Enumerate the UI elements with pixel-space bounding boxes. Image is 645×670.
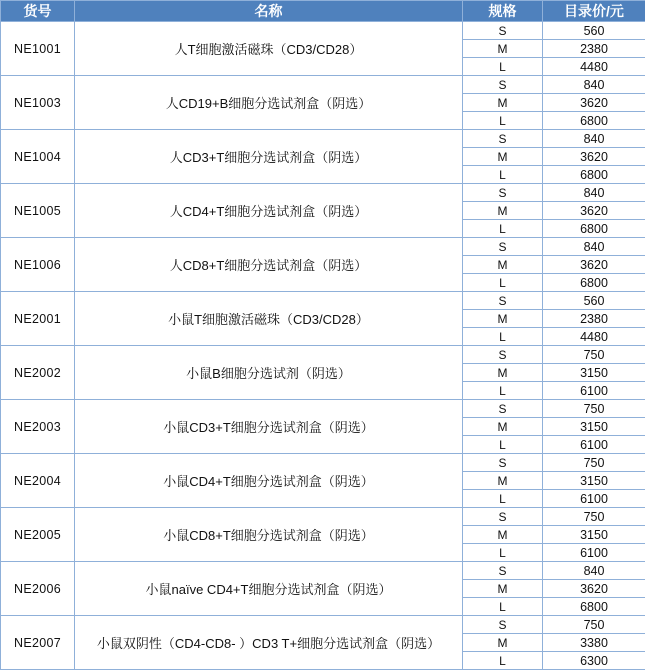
product-code: NE2003 — [1, 400, 75, 454]
product-code: NE1006 — [1, 238, 75, 292]
variant-price: 4480 — [543, 328, 645, 346]
variant-price: 840 — [543, 76, 645, 94]
variant-size: L — [463, 112, 543, 130]
variant-price: 6800 — [543, 166, 645, 184]
product-name: 小鼠CD4+T细胞分选试剂盒（阴选） — [75, 454, 463, 508]
variant-price: 3150 — [543, 526, 645, 544]
variant-price: 6800 — [543, 220, 645, 238]
variant-size: M — [463, 40, 543, 58]
variant-size: M — [463, 94, 543, 112]
product-code: NE1001 — [1, 22, 75, 76]
product-name: 小鼠B细胞分选试剂（阴选） — [75, 346, 463, 400]
header-code: 货号 — [1, 1, 75, 22]
table-row — [1, 238, 645, 256]
variant-price: 2380 — [543, 40, 645, 58]
variant-price: 750 — [543, 508, 645, 526]
product-code: NE2001 — [1, 292, 75, 346]
variant-price: 2380 — [543, 310, 645, 328]
table-row — [1, 76, 645, 94]
variant-size: M — [463, 472, 543, 490]
variant-size: L — [463, 490, 543, 508]
table-row — [1, 562, 645, 580]
variant-price: 3620 — [543, 148, 645, 166]
variant-price: 3150 — [543, 472, 645, 490]
variant-price: 560 — [543, 292, 645, 310]
variant-size: L — [463, 652, 543, 670]
product-name: 小鼠naïve CD4+T细胞分选试剂盒（阴选） — [75, 562, 463, 616]
variant-price: 840 — [543, 184, 645, 202]
variant-size: M — [463, 364, 543, 382]
variant-size: M — [463, 526, 543, 544]
variant-size: S — [463, 616, 543, 634]
variant-price: 3380 — [543, 634, 645, 652]
variant-price: 4480 — [543, 58, 645, 76]
variant-size: L — [463, 544, 543, 562]
variant-size: S — [463, 454, 543, 472]
variant-size: M — [463, 202, 543, 220]
table-row — [1, 508, 645, 526]
variant-size: L — [463, 382, 543, 400]
product-code: NE2004 — [1, 454, 75, 508]
variant-price: 840 — [543, 238, 645, 256]
product-name: 人CD8+T细胞分选试剂盒（阴选） — [75, 238, 463, 292]
variant-size: M — [463, 256, 543, 274]
table-row — [1, 346, 645, 364]
table-body — [1, 22, 645, 670]
product-code: NE1004 — [1, 130, 75, 184]
variant-size: L — [463, 166, 543, 184]
variant-price: 6100 — [543, 382, 645, 400]
header-row — [1, 1, 645, 22]
variant-price: 750 — [543, 616, 645, 634]
product-code: NE2005 — [1, 508, 75, 562]
variant-price: 3620 — [543, 256, 645, 274]
variant-size: S — [463, 346, 543, 364]
product-name: 人CD3+T细胞分选试剂盒（阴选） — [75, 130, 463, 184]
variant-size: S — [463, 76, 543, 94]
table-row — [1, 454, 645, 472]
variant-size: L — [463, 598, 543, 616]
product-name: 人T细胞激活磁珠（CD3/CD28） — [75, 22, 463, 76]
header-name: 名称 — [75, 1, 463, 22]
variant-price: 6800 — [543, 598, 645, 616]
variant-size: S — [463, 238, 543, 256]
variant-price: 6100 — [543, 490, 645, 508]
product-name: 小鼠CD3+T细胞分选试剂盒（阴选） — [75, 400, 463, 454]
variant-size: L — [463, 274, 543, 292]
variant-size: S — [463, 508, 543, 526]
variant-price: 560 — [543, 22, 645, 40]
variant-size: M — [463, 148, 543, 166]
variant-size: S — [463, 562, 543, 580]
variant-price: 6100 — [543, 544, 645, 562]
variant-price: 3150 — [543, 364, 645, 382]
variant-size: S — [463, 184, 543, 202]
variant-size: L — [463, 58, 543, 76]
variant-size: L — [463, 436, 543, 454]
variant-price: 6800 — [543, 274, 645, 292]
variant-size: L — [463, 328, 543, 346]
product-name: 小鼠双阴性（CD4-CD8- ）CD3 T+细胞分选试剂盒（阴选） — [75, 616, 463, 670]
product-name: 小鼠T细胞激活磁珠（CD3/CD28） — [75, 292, 463, 346]
product-name: 小鼠CD8+T细胞分选试剂盒（阴选） — [75, 508, 463, 562]
variant-price: 750 — [543, 400, 645, 418]
variant-size: S — [463, 400, 543, 418]
variant-price: 6100 — [543, 436, 645, 454]
variant-size: S — [463, 22, 543, 40]
product-code: NE1003 — [1, 76, 75, 130]
product-name: 人CD4+T细胞分选试剂盒（阴选） — [75, 184, 463, 238]
table-row — [1, 616, 645, 634]
product-code: NE2007 — [1, 616, 75, 670]
variant-price: 840 — [543, 130, 645, 148]
variant-price: 750 — [543, 454, 645, 472]
product-code: NE1005 — [1, 184, 75, 238]
header-price: 目录价/元 — [543, 1, 645, 22]
product-name: 人CD19+B细胞分选试剂盒（阴选） — [75, 76, 463, 130]
variant-price: 3620 — [543, 580, 645, 598]
header-size: 规格 — [463, 1, 543, 22]
table-row — [1, 292, 645, 310]
variant-price: 3620 — [543, 202, 645, 220]
table-row — [1, 400, 645, 418]
variant-size: S — [463, 130, 543, 148]
variant-price: 750 — [543, 346, 645, 364]
variant-price: 6300 — [543, 652, 645, 670]
variant-price: 3620 — [543, 94, 645, 112]
variant-size: M — [463, 418, 543, 436]
variant-price: 6800 — [543, 112, 645, 130]
variant-size: M — [463, 634, 543, 652]
variant-size: L — [463, 220, 543, 238]
product-code: NE2006 — [1, 562, 75, 616]
variant-size: S — [463, 292, 543, 310]
table-row — [1, 22, 645, 40]
table-row — [1, 184, 645, 202]
product-code: NE2002 — [1, 346, 75, 400]
variant-size: M — [463, 310, 543, 328]
table-row — [1, 130, 645, 148]
variant-price: 840 — [543, 562, 645, 580]
variant-size: M — [463, 580, 543, 598]
variant-price: 3150 — [543, 418, 645, 436]
